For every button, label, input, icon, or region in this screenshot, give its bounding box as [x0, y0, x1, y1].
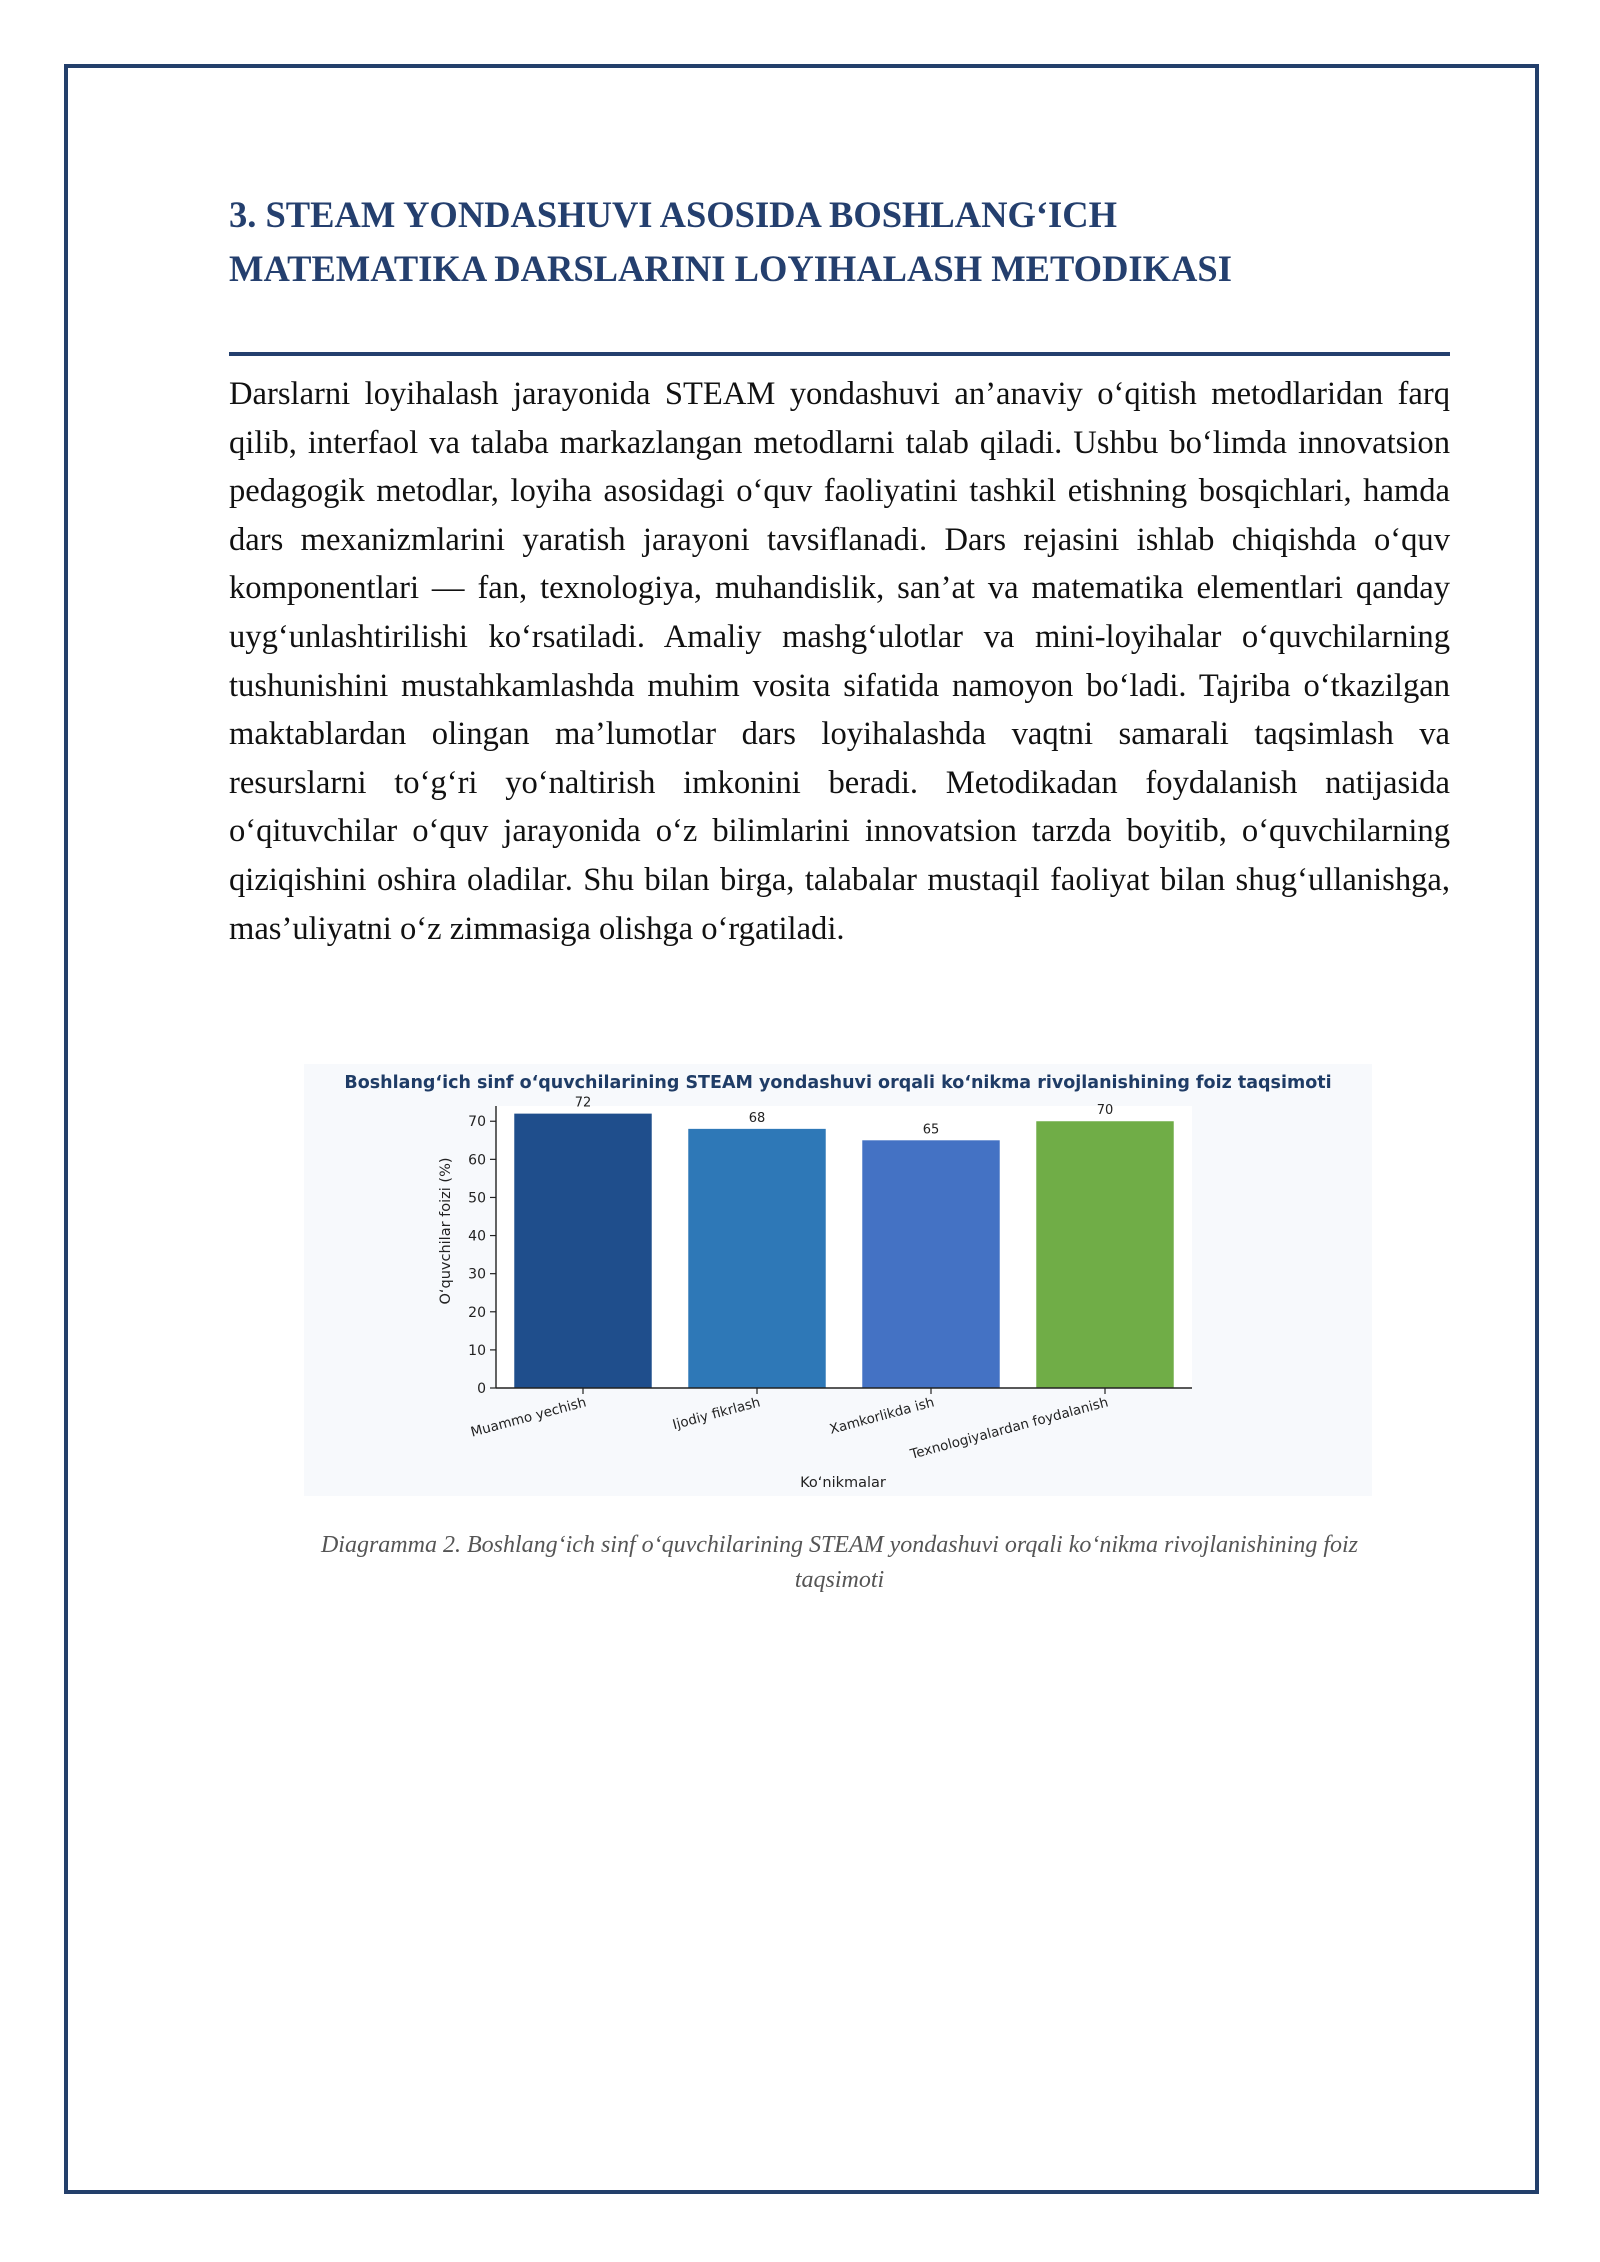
y-tick-label: 50	[468, 1190, 486, 1207]
y-tick-label: 70	[468, 1114, 486, 1131]
y-tick-label: 20	[468, 1304, 486, 1321]
chart-title: Boshlang‘ich sinf o‘quvchilarining STEAM yondashuvi orqali ko‘nikma rivojlanishining foiz taqsimoti	[344, 1073, 1332, 1093]
y-tick-label: 0	[477, 1381, 486, 1397]
section-heading-line-2: MATEMATIKA DARSLARINI LOYIHALASH METODIKASI	[229, 248, 1232, 289]
bar-value-label: 72	[574, 1095, 592, 1111]
body-paragraph: Darslarni loyihalash jarayonida STEAM yondashuvi an’anaviy o‘qitish metodlaridan farq qilib, interfaol va talaba markazlangan metodlarni talab qiladi. Ushbu bo‘limda innovatsion pedagogik metodlar, loyiha asosidagi o‘quv faoliyatini tashkil etishning bosqichlari, hamda dars mexanizmlarini yaratish jarayoni tavsiflanadi. Dars rejasini ishlab chiqishda o‘quv komponentlari — fan, texnologiya, muhandislik, san’at va matematika elementlari qanday uyg‘unlashtirilishi ko‘rsatiladi. Amaliy mashg‘ulotlar va mini-loyihalar o‘quvchilarning tushunishini mustahkamlashda muhim vosita sifatida namoyon bo‘ladi. Tajriba o‘tkazilgan maktablardan olingan ma’lumotlar dars loyihalashda vaqtni samarali taqsimlash va resurslarni to‘g‘ri yo‘naltirish imkonini beradi. Metodikadan foydalanish natijasida o‘qituvchilar o‘quv jarayonida o‘z bilimlarini innovatsion tarzda boyitib, o‘quvchilarning qiziqishini oshira oladilar. Shu bilan birga, talabalar mustaqil faoliyat bilan shug‘ullanishga, mas’uliyatni o‘z zimmasiga olishga o‘rgatiladi.	[229, 376, 1450, 947]
x-tick-label: Muammo yechish	[468, 1394, 589, 1441]
figure-caption-line-2: taqsimoti	[794, 1567, 885, 1593]
y-tick-label: 40	[468, 1228, 486, 1245]
bar-4	[1036, 1121, 1173, 1388]
bar-1	[514, 1114, 651, 1388]
y-tick-label: 30	[468, 1266, 486, 1283]
bar-chart	[304, 1064, 1372, 1496]
y-tick-label: 60	[468, 1152, 486, 1169]
bar-2	[688, 1129, 825, 1388]
figure-caption-line-1: Diagramma 2. Boshlang‘ich sinf o‘quvchilarining STEAM yondashuvi orqali ko‘nikma rivojlanishining foiz	[320, 1532, 1359, 1558]
y-tick-label: 10	[468, 1342, 486, 1359]
chart-x-axis-label: Ko‘nikmalar	[800, 1475, 886, 1491]
figure-caption	[229, 1528, 1450, 1598]
bar-value-label: 68	[748, 1110, 766, 1126]
x-tick-label: Ijodiy fikrlash	[670, 1394, 763, 1434]
bar-value-label: 70	[1096, 1103, 1114, 1119]
section-heading-line-1: 3. STEAM YONDASHUVI ASOSIDA BOSHLANG‘ICH	[229, 194, 1117, 235]
section-heading	[229, 188, 1449, 296]
heading-divider	[229, 352, 1450, 356]
x-tick-label: Texnologiyalardan foydalanish	[908, 1394, 1111, 1463]
bar-3	[862, 1140, 999, 1388]
x-tick-label: Xamkorlikda ish	[827, 1394, 937, 1438]
bar-value-label: 65	[922, 1122, 940, 1138]
chart-y-axis-label: O‘quvchilar foizi (%)	[438, 1157, 454, 1305]
